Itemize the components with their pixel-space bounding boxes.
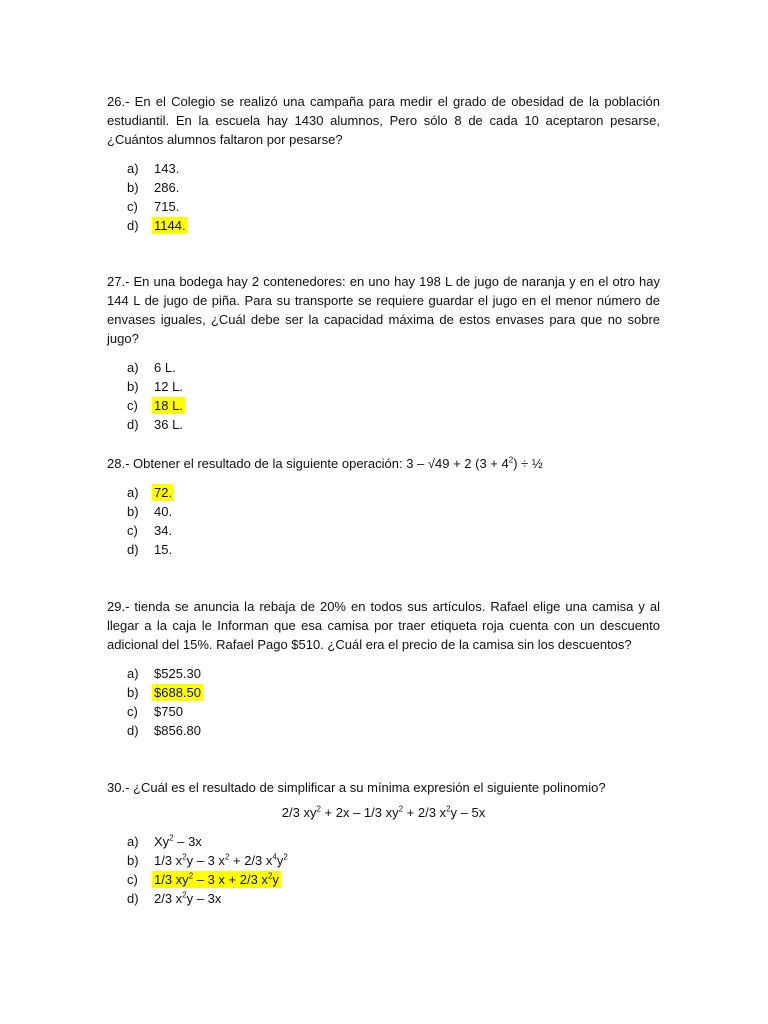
option-c xyxy=(127,702,660,721)
option-text: 36 L. xyxy=(154,417,183,432)
option-letter: d) xyxy=(127,417,139,432)
highlighted-answer xyxy=(152,871,281,888)
option-letter: d) xyxy=(127,723,139,738)
option-letter: b) xyxy=(127,685,139,700)
answer-options xyxy=(127,358,660,434)
option-text: 12 L. xyxy=(154,379,183,394)
option-letter: c) xyxy=(127,523,138,538)
expr-part: 2/3 x xyxy=(154,891,183,906)
exponent: 2 xyxy=(283,852,288,862)
exponent: 2 xyxy=(224,852,230,862)
option-letter: a) xyxy=(127,666,139,681)
exponent: 2 xyxy=(446,804,451,814)
option-c xyxy=(127,197,660,216)
option-letter: b) xyxy=(127,504,139,519)
question-text: 27.- En una bodega hay 2 contenedores: en uno hay 198 L de jugo de naranja y en el otro hay 144 L de jugo de piña. Para su transporte se requiere guardar el jugo en el menor número de envases iguales, ¿Cuál debe ser la capacidad máxima de estos envases para que no sobre jugo? xyxy=(107,274,660,346)
option-text: 143. xyxy=(154,161,180,176)
option-letter: a) xyxy=(127,161,139,176)
option-a xyxy=(127,483,660,502)
exponent: 2 xyxy=(182,852,187,862)
question-29 xyxy=(107,597,660,740)
expr-part: y xyxy=(276,853,284,868)
exponent: 2 xyxy=(267,871,273,881)
exponent: 2 xyxy=(188,871,194,881)
option-c xyxy=(127,870,660,889)
option-b xyxy=(127,851,660,870)
option-letter: c) xyxy=(127,704,138,719)
option-a xyxy=(127,664,660,683)
exponent: 2 xyxy=(508,455,514,465)
option-letter: c) xyxy=(127,872,138,887)
option-b xyxy=(127,502,660,521)
option-a xyxy=(127,159,660,178)
formula-part: 2/3 xy xyxy=(281,805,317,820)
option-a xyxy=(127,358,660,377)
option-d xyxy=(127,540,660,559)
formula-part: + 2/3 x xyxy=(403,805,447,820)
option-d xyxy=(127,889,660,908)
option-d xyxy=(127,415,660,434)
expr-part: – 3 x + 2/3 x xyxy=(193,872,268,887)
option-c xyxy=(127,396,660,415)
option-letter: a) xyxy=(127,360,139,375)
option-text: 40. xyxy=(154,504,173,519)
formula-part: y – 5x xyxy=(450,805,486,820)
option-b xyxy=(127,683,660,702)
option-b xyxy=(127,377,660,396)
exponent: 4 xyxy=(272,852,277,862)
option-letter: d) xyxy=(127,891,139,906)
option-d xyxy=(127,216,660,235)
answer-options xyxy=(127,664,660,740)
option-text xyxy=(152,890,223,907)
highlighted-answer: 18 L. xyxy=(154,398,183,413)
option-c xyxy=(127,521,660,540)
exponent: 2 xyxy=(316,804,321,814)
option-letter: c) xyxy=(127,398,138,413)
option-text: $856.80 xyxy=(154,723,201,738)
option-text: $525.30 xyxy=(154,666,201,681)
option-letter: d) xyxy=(127,218,139,233)
option-a xyxy=(127,832,660,851)
option-text: 715. xyxy=(154,199,180,214)
expr-part: 1/3 xy xyxy=(154,872,189,887)
highlighted-answer: 1144. xyxy=(154,218,186,233)
option-letter: c) xyxy=(127,199,138,214)
option-letter: b) xyxy=(127,379,139,394)
expr-part: Xy xyxy=(154,834,170,849)
option-letter: b) xyxy=(127,180,139,195)
question-27 xyxy=(107,272,660,434)
option-letter: a) xyxy=(127,485,139,500)
question-26 xyxy=(107,92,660,235)
highlighted-answer: $688.50 xyxy=(154,685,201,700)
exponent: 2 xyxy=(182,890,187,900)
answer-options xyxy=(127,832,660,908)
expr-part: y – 3 x xyxy=(186,853,225,868)
expr-part: y – 3x xyxy=(186,891,222,906)
expr-part: y xyxy=(272,872,279,887)
option-letter: a) xyxy=(127,834,139,849)
question-text: 26.- En el Colegio se realizó una campaña para medir el grado de obesidad de la población estudiantil. En la escuela hay 1430 alumnos, Pero sólo 8 de cada 10 aceptaron pesarse, ¿Cuántos alumnos faltaron por pesarse? xyxy=(107,94,660,147)
answer-options xyxy=(127,159,660,235)
expr-part: – 3x xyxy=(173,834,202,849)
question-text-end: ) ÷ ½ xyxy=(513,456,543,471)
option-text: 34. xyxy=(154,523,173,538)
expr-part: + 2/3 x xyxy=(229,853,273,868)
option-text xyxy=(152,833,204,850)
option-text: 286. xyxy=(154,180,180,195)
expr-part: 1/3 x xyxy=(154,853,183,868)
highlighted-answer: 72. xyxy=(154,485,173,500)
question-text: 29.- tienda se anuncia la rebaja de 20% en todos sus artículos. Rafael elige una camisa y al llegar a la caja le Informan que esa camisa por traer etiqueta roja cuenta con un descuento adicional del 15%. Rafael Pago $510. ¿Cuál era el precio de la camisa sin los descuentos? xyxy=(107,599,660,652)
option-text: $750 xyxy=(154,704,183,719)
exponent: 2 xyxy=(398,804,404,814)
option-text: 15. xyxy=(154,542,173,557)
question-28 xyxy=(107,454,660,559)
formula-part: + 2x – 1/3 xy xyxy=(320,805,399,820)
question-30 xyxy=(107,778,660,908)
option-b xyxy=(127,178,660,197)
question-text: 30.- ¿Cuál es el resultado de simplificar a su mínima expresión el siguiente polinomio? xyxy=(107,780,606,795)
option-d xyxy=(127,721,660,740)
question-text xyxy=(107,454,660,473)
option-letter: d) xyxy=(127,542,139,557)
option-letter: b) xyxy=(127,853,139,868)
answer-options xyxy=(127,483,660,559)
option-text: 6 L. xyxy=(154,360,176,375)
question-text-main: 28.- Obtener el resultado de la siguiente operación: 3 – √49 + 2 (3 + 4 xyxy=(107,456,509,471)
option-text xyxy=(152,852,290,869)
exponent: 2 xyxy=(169,833,174,843)
polynomial-formula xyxy=(107,803,660,822)
